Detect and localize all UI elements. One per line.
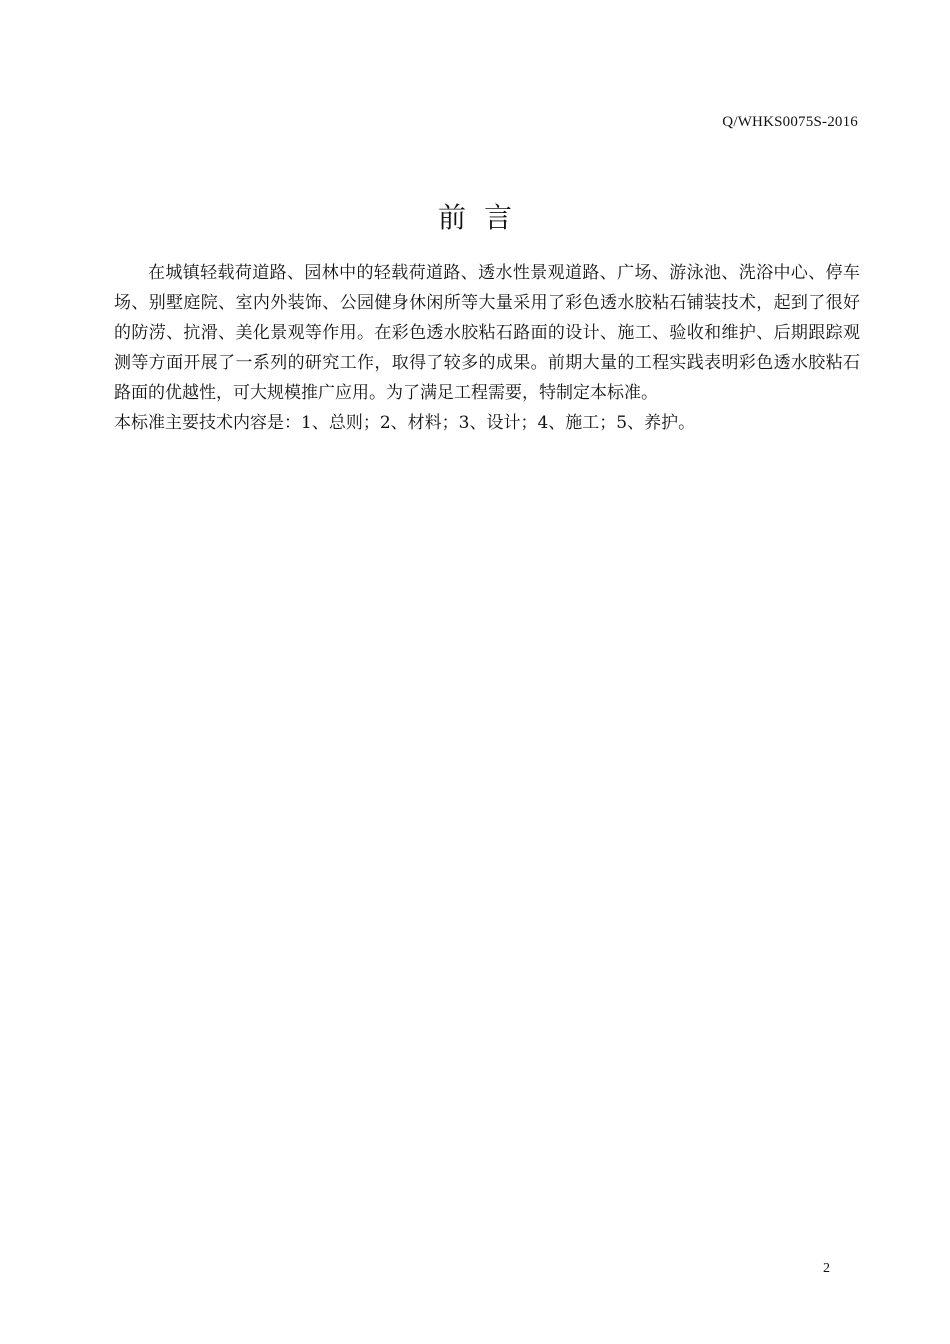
standard-code: Q/WHKS0075S-2016 [722,114,858,130]
page-number: 2 [823,1261,830,1276]
body-text [114,258,860,438]
paragraph-contents: 本标准主要技术内容是：1、总则；2、材料；3、设计；4、施工；5、养护。 [114,413,696,433]
paragraph-intro: 在城镇轻载荷道路、园林中的轻载荷道路、透水性景观道路、广场、游泳池、洗浴中心、停车场、别墅庭院、室内外装饰、公园健身休闲所等大量采用了彩色透水胶粘石铺装技术，起到了很好的防涝、抗滑、美化景观等作用。在彩色透水胶粘石路面的设计、施工、验收和维护、后期跟踪观测等方面开展了一系列的研究工作，取得了较多的成果。前期大量的工程实践表明彩色透水胶粘石路面的优越性，可大规模推广应用。为了满足工程需要，特制定本标准。 [114,263,860,403]
page-title: 前言 [437,201,530,234]
